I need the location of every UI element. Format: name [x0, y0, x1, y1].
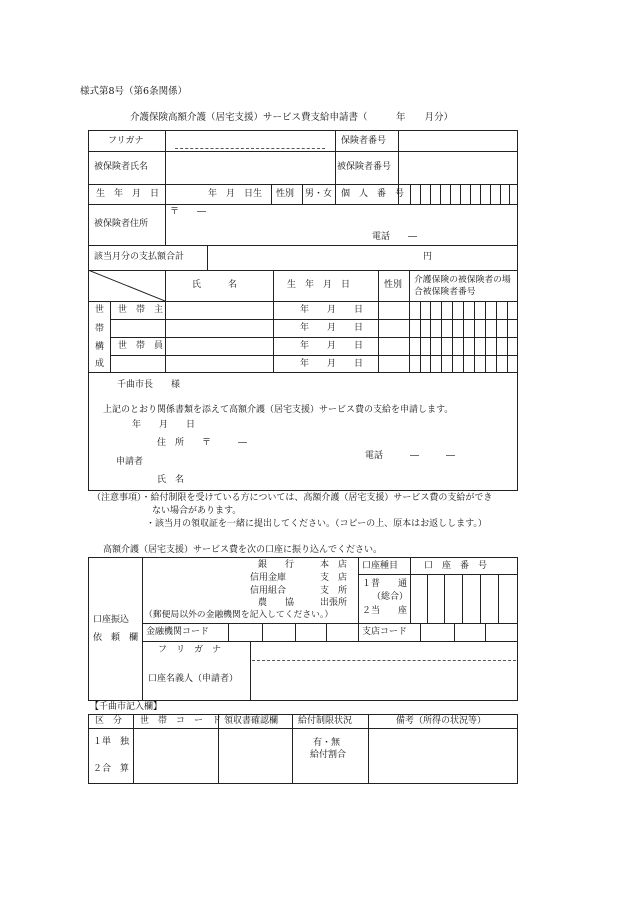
col-sex: 性別 [384, 280, 403, 290]
birth-label: 生 年 月 日 [96, 189, 160, 199]
insured-name-label: 被保険者氏名 [94, 162, 149, 172]
form-title: 介護保険高額介護（居宅支援）サービス費支給申請書（ 年 月分） [130, 112, 454, 123]
type-ordinary-sub: （総合） [372, 592, 409, 602]
total-label: 該当月分の支払額合計 [94, 252, 185, 262]
col-birth: 生 年 月 日 [287, 280, 351, 290]
birth-value: 年 月 日生 [208, 189, 263, 199]
inst-shiten: 支 店 [320, 573, 348, 583]
office-limit-2: 給付割合 [310, 750, 347, 760]
inst-honten: 本 店 [320, 560, 348, 570]
col-insured: 介護保険の被保険者の場合被保険者番号 [414, 275, 511, 297]
side-char-4: 成 [95, 359, 105, 369]
sex-label: 性別 [276, 189, 295, 199]
inst-nokyo: 農 協 [258, 598, 295, 608]
insurer-no-label: 保険者番号 [341, 136, 387, 146]
diagonal-line [88, 270, 165, 301]
address-label: 被保険者住所 [94, 219, 149, 229]
inst-shucchosho: 出張所 [320, 598, 348, 608]
household-head: 世 帯 主 [118, 305, 164, 315]
notes-line-3: ・該当月の領収証を一緒に提出してください。（コピーの上、原本はお返しします。） [146, 519, 487, 529]
applicant-name: 氏 名 [157, 475, 185, 485]
office-col-3: 領収書確認欄 [224, 716, 279, 726]
applicant-tel: 電話 ― ― [365, 451, 456, 461]
date-row-3: 年 月 日 [300, 341, 364, 351]
branch-code-label: 支店コード [362, 627, 408, 637]
date-row-1: 年 月 日 [300, 305, 364, 315]
office-col-1: 区 分 [95, 716, 123, 726]
office-col-5: 備考（所得の状況等） [396, 716, 487, 726]
office-limit-1: 有・無 [313, 738, 341, 748]
inst-note: （郵便局以外の金融機関を記入してください。） [144, 610, 334, 620]
office-col-4: 給付制限状況 [298, 716, 353, 726]
account-no-label: 口 座 番 号 [424, 561, 488, 571]
bank-intro: 高額介護（居宅支援）サービス費を次の口座に振り込んでください。 [103, 545, 383, 555]
notes-line-1: （注意事項）・給付制限を受けている方については、高額介護（居宅支援）サービス費の支給ができ [92, 493, 493, 503]
applicant-address: 住 所 〒 ― [157, 438, 248, 448]
type-current: ２当 座 [362, 606, 408, 616]
household-members: 世 帯 員 [118, 341, 164, 351]
office-col-2: 世 帯 コ ー ド [140, 716, 222, 726]
notes-line-2: ない場合があります。 [152, 506, 242, 516]
side-char-3: 構 [95, 342, 105, 352]
applicant-label: 申請者 [116, 457, 144, 467]
tel-label: 電話 ― [372, 232, 418, 242]
holder-furigana: フ リ ガ ナ [158, 645, 222, 655]
inst-bank: 銀 行 [258, 560, 295, 570]
holder-label: 口座名義人（申請者） [148, 674, 239, 684]
date-row-4: 年 月 日 [300, 359, 364, 369]
account-type-label: 口座種目 [362, 561, 399, 571]
side-char-1: 世 [95, 305, 105, 315]
declaration-date: 年 月 日 [132, 420, 196, 430]
side-char-2: 帯 [95, 324, 105, 334]
office-title: 【千曲市記入欄】 [90, 702, 163, 712]
furigana-dashline [175, 148, 325, 149]
bank-side-1: 口座振込 [93, 615, 130, 625]
col-name: 氏 名 [192, 280, 238, 290]
form-number: 様式第8号（第6条関係） [80, 86, 188, 97]
sex-value: 男・女 [305, 189, 333, 199]
office-single: １単 独 [93, 737, 130, 747]
inst-kumiai: 信用組合 [250, 586, 287, 596]
inst-shinkin: 信用金庫 [250, 573, 287, 583]
yen-label: 円 [423, 252, 433, 262]
insured-no-label: 被保険者番号 [337, 162, 392, 172]
inst-shisho: 支 所 [320, 586, 348, 596]
mayor-label: 千曲市長 様 [117, 380, 181, 390]
furigana-label: フリガナ [108, 136, 144, 146]
date-row-2: 年 月 日 [300, 323, 364, 333]
personal-no-label: 個 人 番 号 [341, 189, 405, 199]
type-ordinary: １普 通 [362, 579, 408, 589]
office-combined: ２合 算 [93, 764, 130, 774]
postal-mark: 〒 ― [170, 207, 207, 217]
inst-code-label: 金融機関コード [146, 627, 210, 637]
bank-side-2: 依 頼 欄 [93, 633, 139, 643]
declaration-text: 上記のとおり関係書類を添えて高額介護（居宅支援）サービス費の支給を申請します。 [103, 405, 454, 415]
